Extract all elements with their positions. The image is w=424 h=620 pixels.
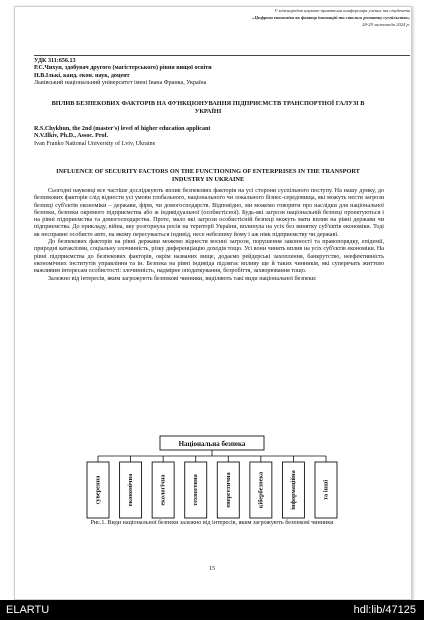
diagram-leaves: [87, 456, 337, 518]
diagram-leaf-label: та інші: [322, 479, 330, 501]
diagram-leaf-label: економічна: [127, 473, 135, 507]
header-line-2: «Цифрова економіка як фактор інновацій та сталого розвитку суспільства»: [252, 14, 410, 20]
diagram-svg: [80, 434, 344, 520]
ua-affiliation: Львівський національний університет імені Івана Франка, Україна: [34, 79, 207, 86]
page-number: 15: [208, 566, 216, 572]
en-affiliation: Ivan Franko National University of Lviv, Ukraine: [34, 140, 156, 147]
diagram-leaf-label: інформаційна: [289, 470, 297, 510]
diagram-root-label: Національна безпека: [178, 440, 246, 448]
title-en: INFLUENCE OF SECURITY FACTORS ON THE FUNCTIONING OF ENTERPRISES IN THE TRANSPORT INDUSTRY IN UKRAINE: [56, 168, 360, 183]
paragraph-1: Сьогодні науковці все частіше досліджують вплив безпекових факторів на усі сторони суспільного поступу. На нашу думку, до безпекових факторів слід віднести усі умови глобального, національного чи локального бізнес-середовища, які можуть нести загрози безпеці суб'єктів економіки – держави, фірм, чи домогосподарств. Відповідно, ми можемо говорити про наслідки для національної безпеки, безпеки окремого підприємства або ж індивідуальної (особистісної). Будь-які загрози національній безпеці проектуються і на рівні підприємства та домогосподарства. Проте, мало які загрози особистісній безпеці можуть мати вплив на рівні держави чи підприємства. До прикладу, війна, яку розгорнула росія на території України, вплинула на усіх без винятку суб'єктів економіки. Тоді як несправне особисте авто, на якому пересувається індивід, несе небезпеку йому і аж ніяк підприємству чи державі.: [34, 188, 384, 238]
header-line-1: V міжнародна науково-практична конференція учених та студентів: [274, 8, 410, 13]
diagram-leaf-label: екологічна: [159, 474, 167, 506]
diagram-leaf-label: техногенна: [192, 474, 200, 506]
header-line-3: 28-29 листопада 2024 р.: [362, 21, 410, 27]
title-ua: ВПЛИВ БЕЗПЕКОВИХ ФАКТОРІВ НА ФУНКЦІОНУВАННЯ ПІДПРИЄМСТВ ТРАНСПОРТНОЇ ГАЛУЗІ В УКРАЇНІ: [51, 100, 365, 115]
en-author-1: R.S.Chykhun, the 2nd (master's) level of higher education applicant: [34, 126, 211, 132]
en-author-2: N.V.Ilkiv, Ph.D., Assoc. Prof.: [34, 133, 109, 140]
figure-caption: Рис.1. Види національної безпеки залежно від інтересів, яким загрожують безпекові чинники: [90, 520, 334, 526]
diagram-leaf-label: суверенна: [94, 475, 102, 505]
footer-right: hdl:lib/47125: [353, 604, 416, 616]
security-types-diagram: [80, 434, 344, 520]
header-rule: [34, 55, 410, 56]
udc-code: УДК 311:656.13: [34, 58, 76, 64]
en-meta-block: [34, 126, 210, 148]
ua-meta-block: [34, 58, 212, 87]
conference-header: [252, 8, 410, 28]
diagram-leaf-label: енергетична: [224, 472, 232, 508]
ua-author-1: Р.С.Чихун, здобувач другого (магістерського) рівня вищої освіти: [34, 65, 212, 72]
diagram-leaf-label: кібербезпека: [257, 471, 265, 509]
ua-author-2: Н.В.Ількі, канд. екон. наук, доцент: [34, 72, 130, 79]
body-text: [34, 188, 384, 283]
footer-bar: [0, 600, 424, 620]
footer-left: ELARTU: [6, 604, 50, 616]
paragraph-3: Залежно від інтересів, яким загрожують безпекові чинники, виділяють такі види національної безпеки:: [48, 275, 317, 282]
paragraph-2: До безпекових факторів на рівні держави можемо віднести воєнні загрози, порушення законності та правопорядку, епідемії, природні катаклізми, соціальну злочинність, різку диференціацію доходів тощо. Усі вони чинять вплив на усіх суб'єктів економіки. На рівні підприємства до безпекових факторів, окрім названих вище, додаємо рейдерські захоплення, банкрутство, неефективність економічних інститутів управління та ін. Безпека на рівні індивіда підлягає впливу ще й таких чинників, які суперечать життєво важливим інтересам особистості: злочинність, надмірне оподаткування, безробіття, захворювання тощо.: [34, 239, 384, 275]
